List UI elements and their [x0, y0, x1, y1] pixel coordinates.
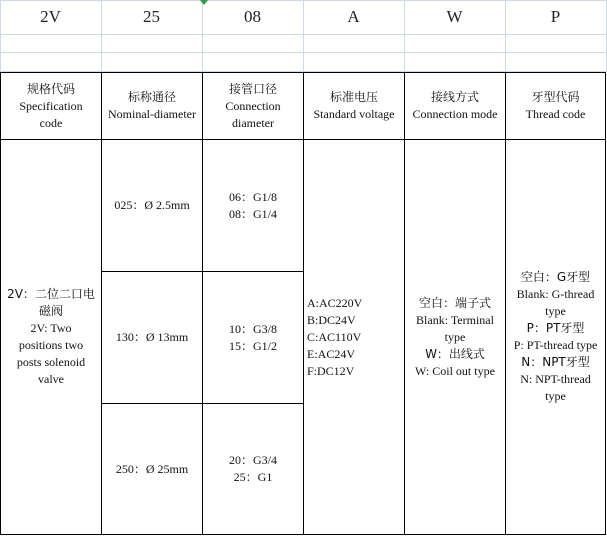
spec-line: 2V：二位二口电 — [7, 287, 95, 301]
voltage-option: F:DC12V — [307, 363, 355, 378]
diameter-value: 025：Ø 2.5mm — [114, 198, 190, 212]
voltage-option: A:AC220V — [307, 295, 363, 310]
header-connection[interactable] — [202, 72, 304, 140]
header-voltage[interactable] — [303, 72, 405, 140]
header-thread[interactable] — [505, 72, 606, 140]
header-en: Standard voltage — [313, 107, 395, 121]
spreadsheet-grid — [0, 0, 607, 72]
wiring-option: 空白：端子式 — [418, 295, 491, 310]
wiring-cell[interactable] — [404, 139, 506, 535]
thread-option: 空白：G牙型 — [520, 270, 591, 284]
header-zh: 牙型代码 — [531, 90, 580, 104]
diameter-cell[interactable] — [101, 403, 203, 535]
connection-value: 10：G3/8 — [228, 321, 277, 336]
header-zh: 规格代码 — [26, 81, 75, 96]
code-wiring[interactable]: W — [446, 7, 463, 26]
thread-option: N: NPT-thread — [520, 372, 591, 386]
header-zh: 标称通径 — [127, 90, 176, 104]
header-en: Connection mode — [412, 107, 498, 121]
diameter-value: 130：Ø 13mm — [115, 330, 189, 344]
header-en: Nominal-diameter — [108, 107, 196, 121]
header-en: diameter — [232, 115, 274, 130]
code-nominal[interactable]: 25 — [143, 7, 160, 26]
header-spec[interactable] — [0, 72, 102, 140]
header-zh: 标准电压 — [329, 90, 378, 104]
header-wiring[interactable] — [404, 72, 506, 140]
wiring-option: Blank: Terminal — [416, 312, 494, 327]
wiring-option: type — [444, 329, 466, 344]
code-connection[interactable]: 08 — [244, 7, 261, 26]
header-en: Thread code — [525, 107, 586, 121]
header-en: Specification — [19, 98, 83, 113]
code-spec[interactable]: 2V — [40, 7, 61, 26]
voltage-option: E:AC24V — [307, 346, 355, 361]
connection-cell[interactable] — [202, 403, 304, 535]
connection-value: 20：G3/4 — [228, 453, 277, 467]
thread-option: P: PT-thread type — [513, 338, 598, 352]
spec-line: 2V: Two — [30, 321, 72, 335]
connection-value: 15：G1/2 — [228, 338, 277, 353]
connection-value: 06：G1/8 — [228, 189, 277, 204]
code-thread[interactable]: P — [550, 7, 561, 26]
voltage-option: C:AC110V — [307, 329, 362, 344]
connection-cell[interactable] — [202, 271, 304, 404]
header-en: code — [39, 115, 63, 130]
code-voltage[interactable]: A — [347, 7, 360, 26]
spec-cell[interactable] — [0, 139, 102, 535]
spec-line: valve — [38, 372, 64, 386]
header-zh: 接线方式 — [430, 90, 479, 104]
thread-option: type — [545, 389, 566, 403]
connection-value: 08：G1/4 — [228, 206, 277, 221]
thread-option: type — [545, 304, 566, 318]
thread-cell[interactable] — [505, 139, 606, 535]
wiring-option: W: Coil out type — [415, 363, 495, 378]
header-zh: 接管口径 — [228, 81, 277, 96]
connection-cell[interactable] — [202, 139, 304, 272]
voltage-option: B:DC24V — [307, 312, 356, 327]
header-nominal[interactable] — [101, 72, 203, 140]
connection-value: 25：G1 — [233, 470, 273, 484]
thread-option: Blank: G-thread — [516, 287, 595, 301]
header-en: Connection — [225, 98, 281, 113]
diameter-cell[interactable] — [101, 139, 203, 272]
spec-line: positions two — [18, 338, 84, 352]
diameter-value: 250：Ø 25mm — [115, 461, 189, 476]
wiring-option: W：出线式 — [425, 346, 485, 361]
spec-line: 磁阀 — [38, 304, 63, 318]
thread-option: N：NPT牙型 — [521, 355, 590, 369]
thread-option: P：PT牙型 — [526, 321, 585, 335]
specification-table — [0, 72, 606, 535]
spec-line: posts solenoid — [16, 355, 86, 369]
voltage-cell[interactable] — [303, 139, 405, 535]
diameter-cell[interactable] — [101, 271, 203, 404]
